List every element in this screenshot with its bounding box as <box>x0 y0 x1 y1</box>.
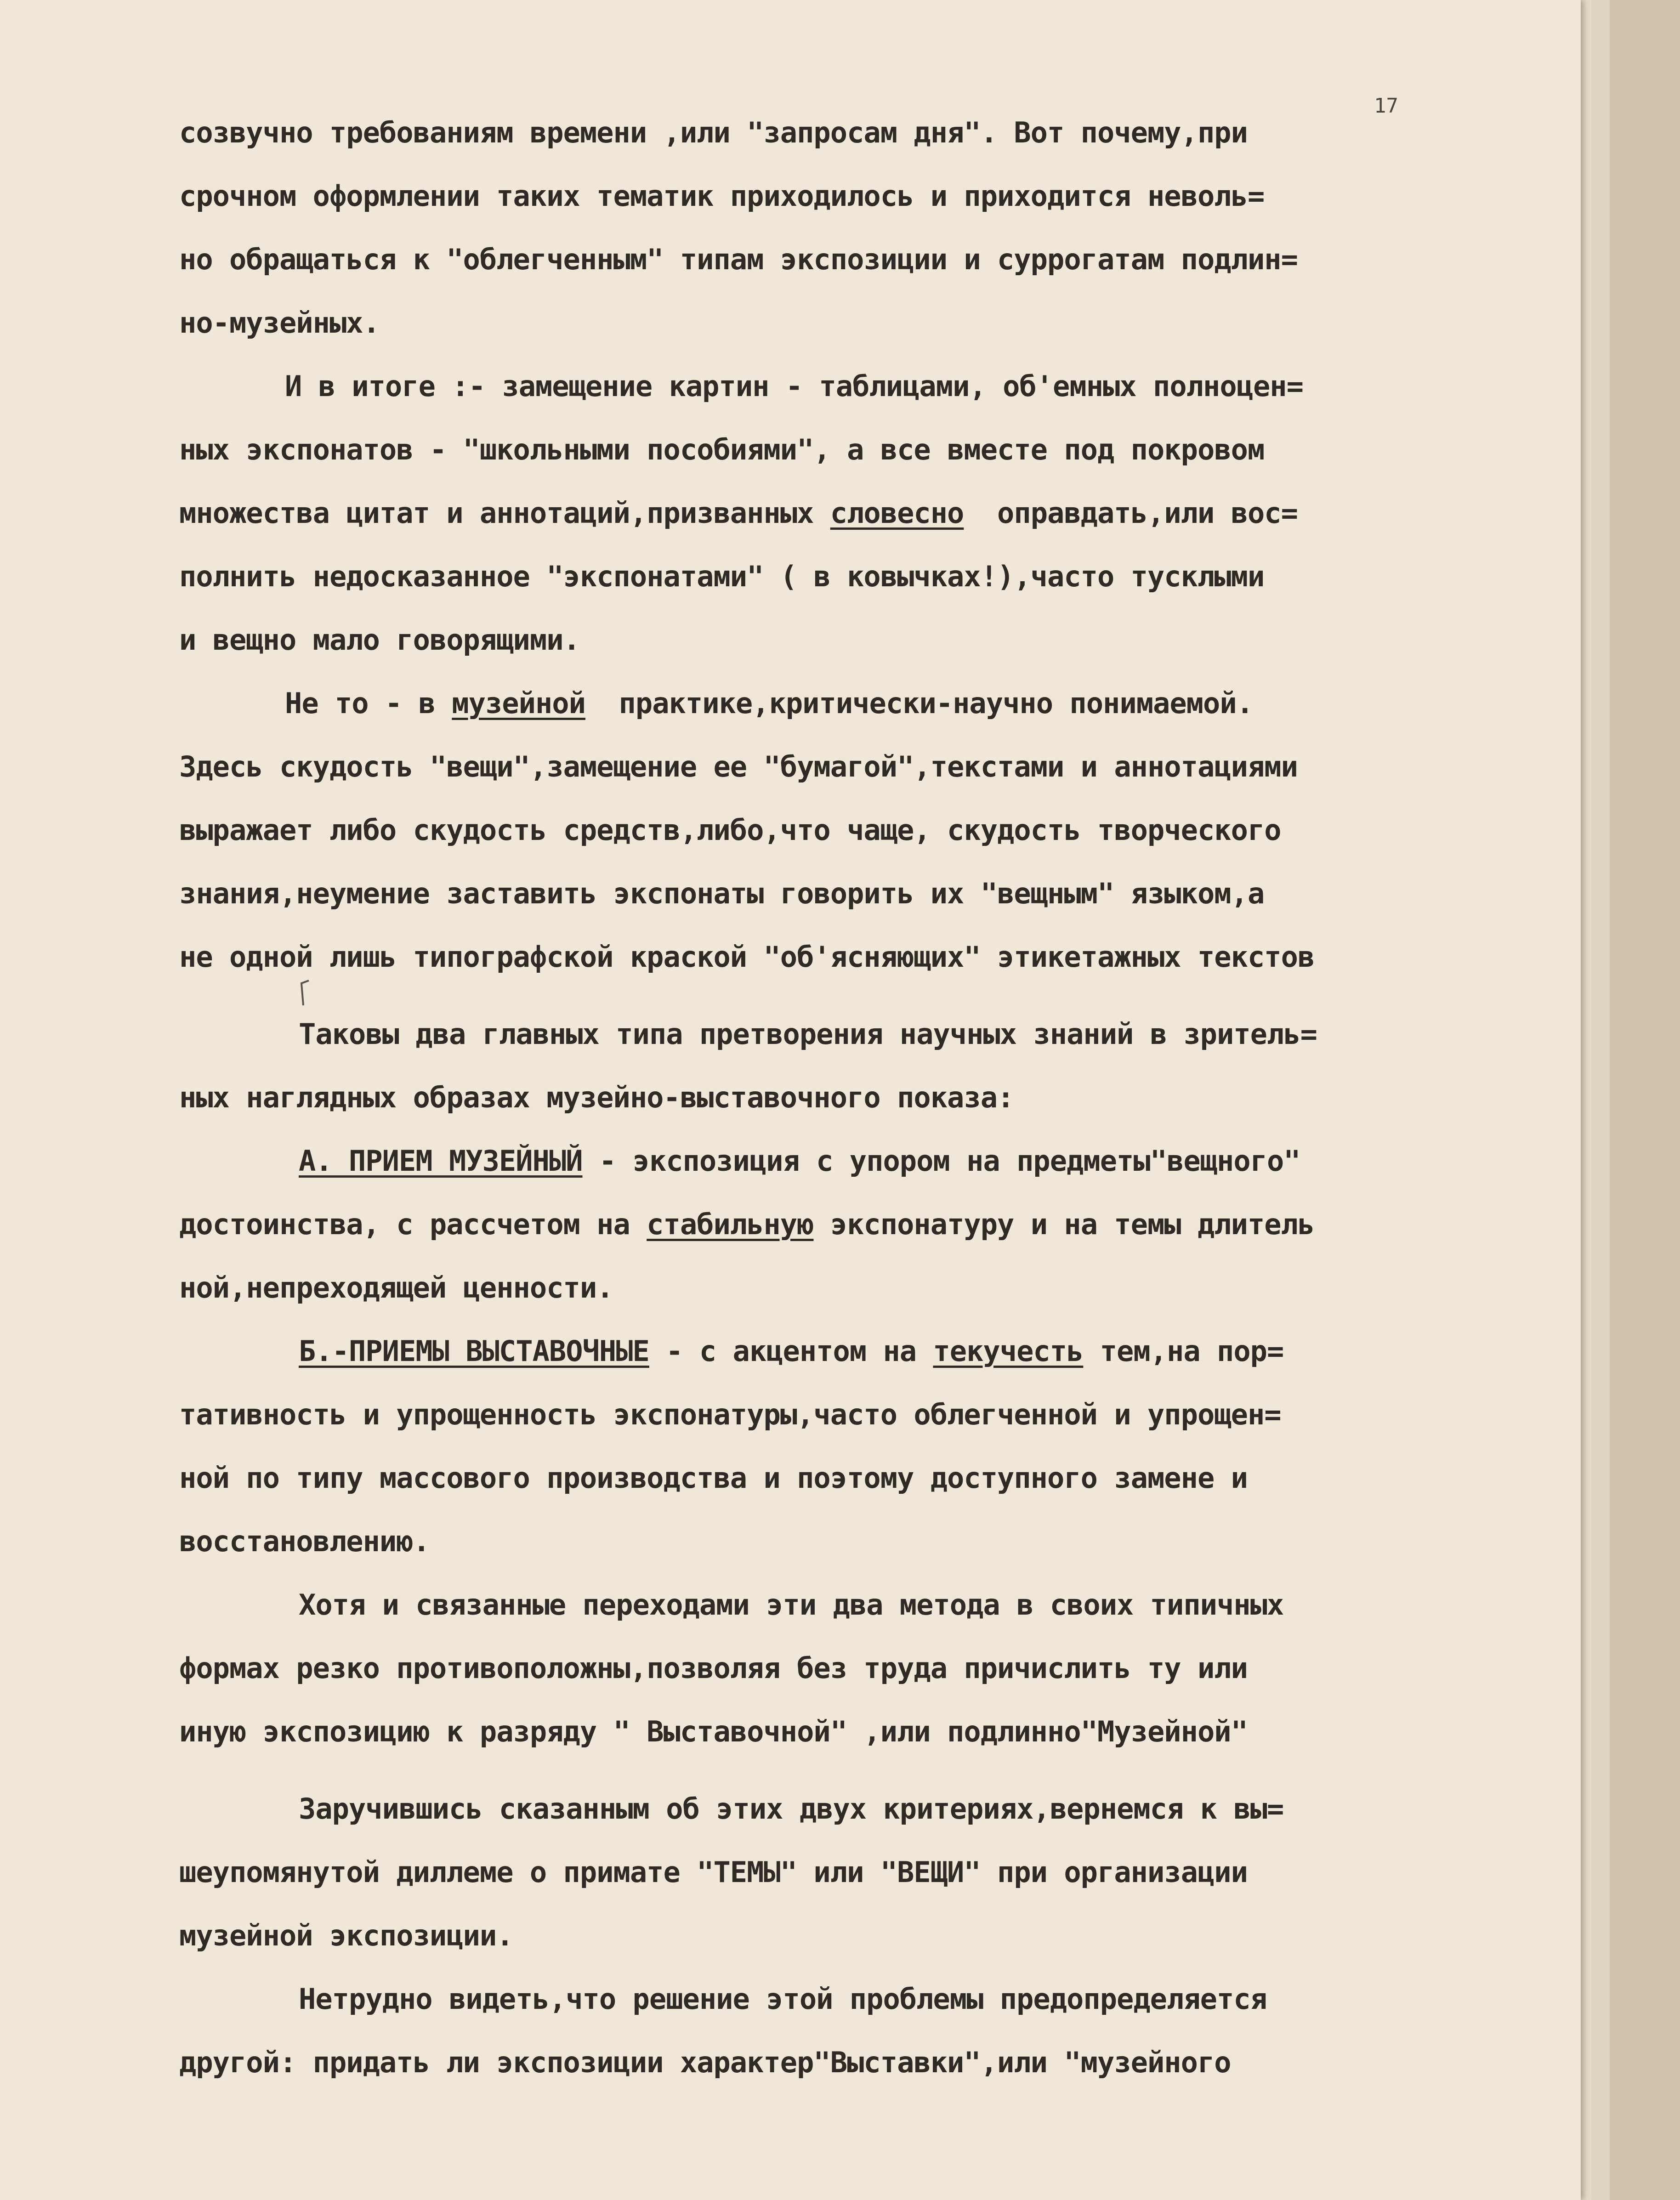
text-line <box>179 1320 1539 1383</box>
text-line: Таковы два главных типа претворения научных знаний в зритель= <box>299 1017 1317 1051</box>
text-segment: тем,на пор= <box>1083 1334 1284 1368</box>
text-line: Заручившись сказанным об этих двух критериях,вернемся к вы= <box>299 1792 1284 1826</box>
text-segment: достоинства, с рассчетом на <box>179 1208 647 1241</box>
document-body <box>179 101 1539 2094</box>
text-line: полнить недосказанное "экспонатами" ( в ковычках!),часто тусклыми <box>179 560 1265 593</box>
text-line: восстановлению. <box>179 1525 430 1558</box>
text-line <box>179 672 1539 735</box>
text-segment: Не то - в <box>285 686 452 720</box>
underlined-word: словесно <box>830 496 964 530</box>
text-line: выражает либо скудость средств,либо,что чаще, скудость творческого <box>179 813 1281 847</box>
text-line: и вещно мало говорящими. <box>179 623 580 657</box>
text-segment: практике,критически-научно понимаемой. <box>585 686 1253 720</box>
text-segment: - с акцентом на <box>649 1334 933 1368</box>
text-line: Нетрудно видеть,что решение этой проблемы предопределяется <box>299 1982 1267 2016</box>
text-line: ных экспонатов - "школьными пособиями", а все вместе под покровом <box>179 433 1265 466</box>
text-line: музейной экспозиции. <box>179 1919 513 1952</box>
text-line: ной,непреходящей ценности. <box>179 1271 613 1304</box>
text-line: созвучно требованиям времени ,или "запросам дня". Вот почему,при <box>179 116 1248 149</box>
underlined-heading: Б.-ПРИЕМЫ ВЫСТАВОЧНЫЕ <box>299 1334 649 1368</box>
text-line <box>179 482 1539 545</box>
text-line: Здесь скудость "вещи",замещение ее "бумагой",текстами и аннотациями <box>179 750 1298 783</box>
text-segment: экспонатуру и на темы длитель <box>813 1208 1315 1241</box>
underlined-word: стабильную <box>647 1208 814 1241</box>
text-line: шеупомянутой диллеме о примате "ТЕМЫ" или "ВЕЩИ" при организации <box>179 1855 1248 1889</box>
text-line: формах резко противоположны,позволяя без труда причислить ту или <box>179 1651 1248 1685</box>
text-line: Хотя и связанные переходами эти два метода в своих типичных <box>299 1588 1284 1622</box>
text-line: не одной лишь типографской краской "об'ясняющих" этикетажных текстов <box>179 940 1315 974</box>
text-line: тативность и упрощенность экспонатуры,часто облегченной и упрощен= <box>179 1398 1281 1431</box>
text-line: но обращаться к "облегченным" типам экспозиции и суррогатам подлин= <box>179 243 1298 276</box>
text-line: иную экспозицию к разряду " Выставочной" ,или подлинно"Музейной" <box>179 1715 1248 1748</box>
text-line <box>179 1193 1539 1256</box>
page-number: 17 <box>1374 94 1398 118</box>
text-line: но-музейных. <box>179 306 380 340</box>
text-line: срочном оформлении таких тематик приходилось и приходится неволь= <box>179 179 1265 213</box>
text-segment: множества цитат и аннотаций,призванных <box>179 496 830 530</box>
text-line: знания,неумение заставить экспонаты говорить их "вещным" языком,а <box>179 877 1265 910</box>
text-segment: оправдать,или вос= <box>964 496 1298 530</box>
text-line <box>179 1129 1539 1193</box>
underlined-heading: А. ПРИЕМ МУЗЕЙНЫЙ <box>299 1144 583 1178</box>
underlined-word: музейной <box>452 686 585 720</box>
text-line: ной по типу массового производства и поэтому доступного замене и <box>179 1461 1248 1495</box>
underlined-word: текучесть <box>933 1334 1084 1368</box>
text-line: ных наглядных образах музейно-выставочного показа: <box>179 1081 1014 1114</box>
text-segment: - экспозиция с упором на предметы"вещного" <box>582 1144 1300 1178</box>
text-line: другой: придать ли экспозиции характер"Выставки",или "музейного <box>179 2046 1231 2079</box>
text-line: И в итоге :- замещение картин - таблицами, об'емных полноцен= <box>285 369 1303 403</box>
